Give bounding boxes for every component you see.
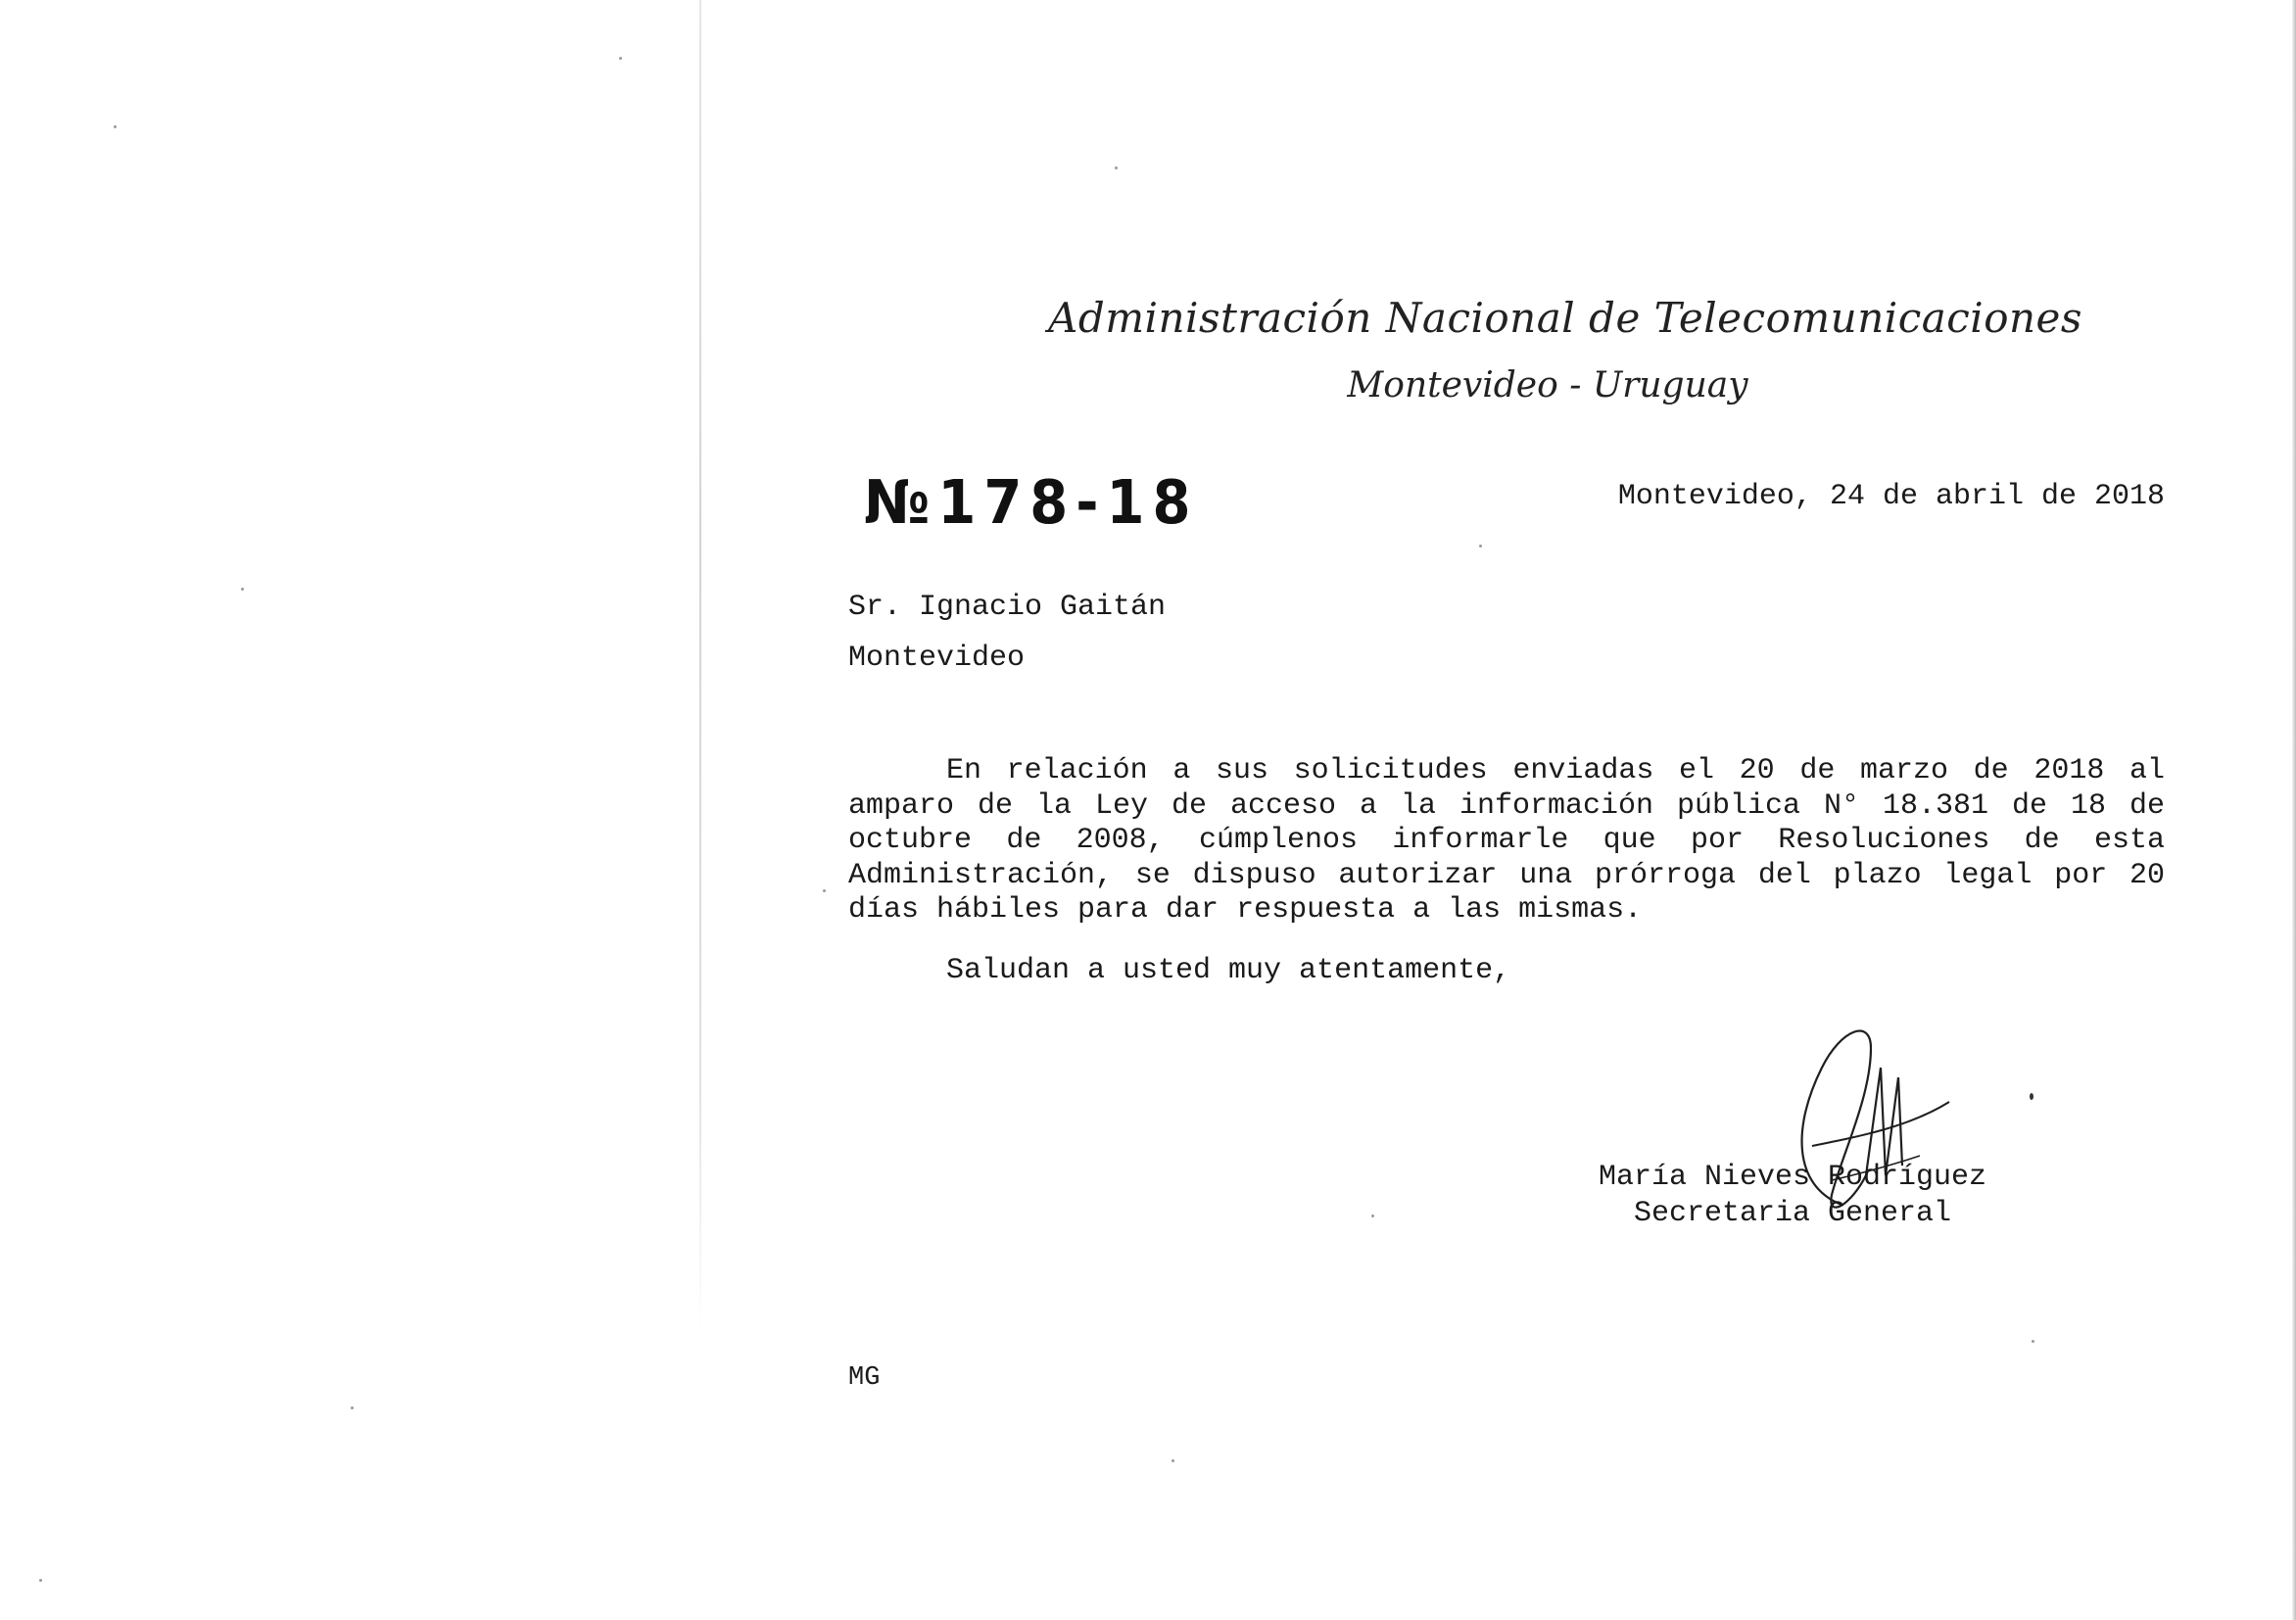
scan-speck [241,588,244,591]
scan-speck [1479,545,1482,548]
body-paragraph: En relación a sus solicitudes enviadas el 20 de marzo de 2018 al amparo de la Ley de acceso a la información pública N° 18.381 de 18 de octubre de 2008, cúmplenos informarle que por Resoluciones de esta Administración, se dispuso autorizar una prórroga del plazo legal por 20 días hábiles para dar respuesta a las mismas. [848,754,2165,927]
letter-date: Montevideo, 24 de abril de 2018 [1617,480,2165,513]
letterhead [1048,294,2082,405]
scan-speck [1371,1215,1374,1217]
recipient-name: Sr. Ignacio Gaitán [848,591,1167,624]
closing-line: Saludan a usted muy atentamente, [946,954,1511,987]
letter-body [848,754,2165,929]
scan-speck [823,889,826,892]
scan-speck [1115,167,1118,169]
scan-speck [39,1579,42,1582]
recipient-city: Montevideo [848,642,1026,675]
signer-block [1567,1160,2018,1232]
scan-speck [2030,1093,2033,1100]
scan-speck [351,1406,354,1409]
scan-speck [1172,1459,1174,1462]
recipient-block [848,582,1166,684]
organization-name: Administración Nacional de Telecomunicaciones [1048,294,2082,342]
scan-speck [619,57,622,60]
typist-initials: MG [848,1363,881,1393]
signer-title: Secretaria General [1633,1197,1952,1230]
scan-page-edge [2292,0,2296,1620]
scan-speck [114,125,117,128]
scan-fold-line [699,0,701,1332]
scan-speck [2032,1340,2034,1343]
signer-name: María Nieves Rodríguez [1598,1161,1987,1194]
document-number-stamp: №178-18 [864,468,1199,539]
organization-location: Montevideo - Uruguay [1347,365,1748,405]
